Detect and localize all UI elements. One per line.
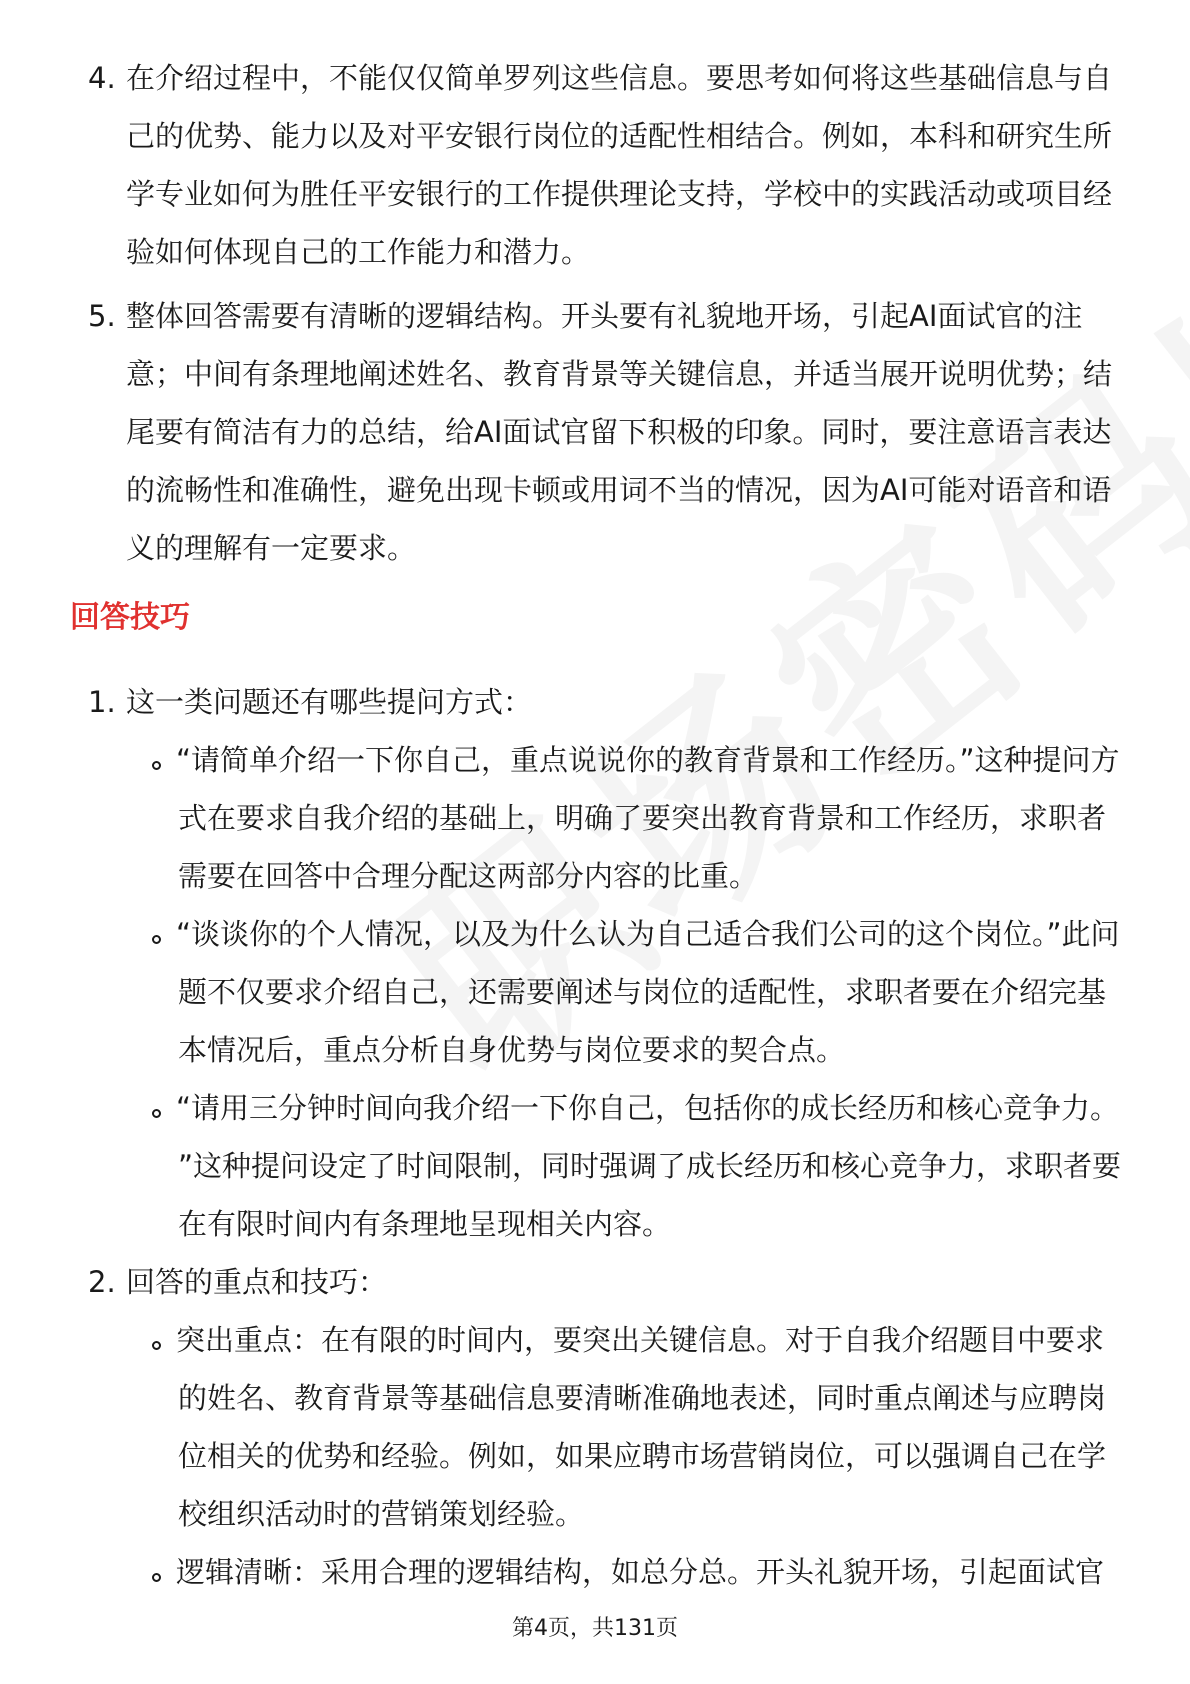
bullet-line: 逻辑清晰：采用合理的逻辑结构，如总分总。开头礼貌开场，引起面试官 [176, 1555, 1105, 1589]
paragraph-line: 义的理解有一定要求。 [126, 531, 417, 565]
paragraph-line: 验如何体现自己的工作能力和潜力。 [126, 235, 591, 269]
bullet-line: 在有限时间内有条理地呈现相关内容。 [178, 1207, 672, 1241]
paragraph-line: 整体回答需要有清晰的逻辑结构。开头要有礼貌地开场，引起AI面试官的注 [126, 299, 1083, 333]
list-number: 2. [88, 1265, 116, 1299]
list-number: 1. [88, 685, 116, 719]
list-title: 回答的重点和技巧： [126, 1265, 388, 1299]
bullet-line: “请简单介绍一下你自己，重点说说你的教育背景和工作经历。”这种提问方 [176, 743, 1120, 777]
bullet-line: 的姓名、教育背景等基础信息要清晰准确地表述，同时重点阐述与应聘岗 [178, 1381, 1107, 1415]
bullet-icon [152, 935, 161, 944]
bullet-line: ”这种提问设定了时间限制，同时强调了成长经历和核心竞争力，求职者要 [178, 1149, 1122, 1183]
bullet-icon [152, 1341, 161, 1350]
bullet-line: 题不仅要求介绍自己，还需要阐述与岗位的适配性，求职者要在介绍完基 [178, 975, 1107, 1009]
bullet-line: 本情况后，重点分析自身优势与岗位要求的契合点。 [178, 1033, 846, 1067]
bullet-line: 式在要求自我介绍的基础上，明确了要突出教育背景和工作经历，求职者 [178, 801, 1107, 835]
section-heading: 回答技巧 [70, 600, 190, 635]
bullet-line: “谈谈你的个人情况，以及为什么认为自己适合我们公司的这个岗位。”此问 [176, 917, 1120, 951]
list-number: 5. [88, 299, 116, 333]
bullet-line: 需要在回答中合理分配这两部分内容的比重。 [178, 859, 759, 893]
paragraph-line: 的流畅性和准确性，避免出现卡顿或用词不当的情况，因为AI可能对语音和语 [126, 473, 1112, 507]
page-footer: 第4页，共131页 [512, 1616, 678, 1641]
paragraph-line: 己的优势、能力以及对平安银行岗位的适配性相结合。例如，本科和研究生所 [126, 119, 1113, 153]
paragraph-line: 尾要有简洁有力的总结，给AI面试官留下积极的印象。同时，要注意语言表达 [126, 415, 1112, 449]
paragraph-line: 意；中间有条理地阐述姓名、教育背景等关键信息，并适当展开说明优势；结 [126, 357, 1113, 391]
list-title: 这一类问题还有哪些提问方式： [126, 685, 533, 719]
paragraph-line: 在介绍过程中，不能仅仅简单罗列这些信息。要思考如何将这些基础信息与自 [126, 61, 1113, 95]
bullet-icon [152, 1109, 161, 1118]
bullet-line: “请用三分钟时间向我介绍一下你自己，包括你的成长经历和核心竞争力。 [176, 1091, 1120, 1125]
bullet-line: 位相关的优势和经验。例如，如果应聘市场营销岗位，可以强调自己在学 [178, 1439, 1107, 1473]
list-number: 4. [88, 61, 116, 95]
bullet-icon [152, 761, 161, 770]
paragraph-line: 学专业如何为胜任平安银行的工作提供理论支持，学校中的实践活动或项目经 [126, 177, 1113, 211]
bullet-line: 突出重点：在有限的时间内，要突出关键信息。对于自我介绍题目中要求 [176, 1323, 1105, 1357]
bullet-line: 校组织活动时的营销策划经验。 [178, 1497, 585, 1531]
bullet-icon [152, 1573, 161, 1582]
